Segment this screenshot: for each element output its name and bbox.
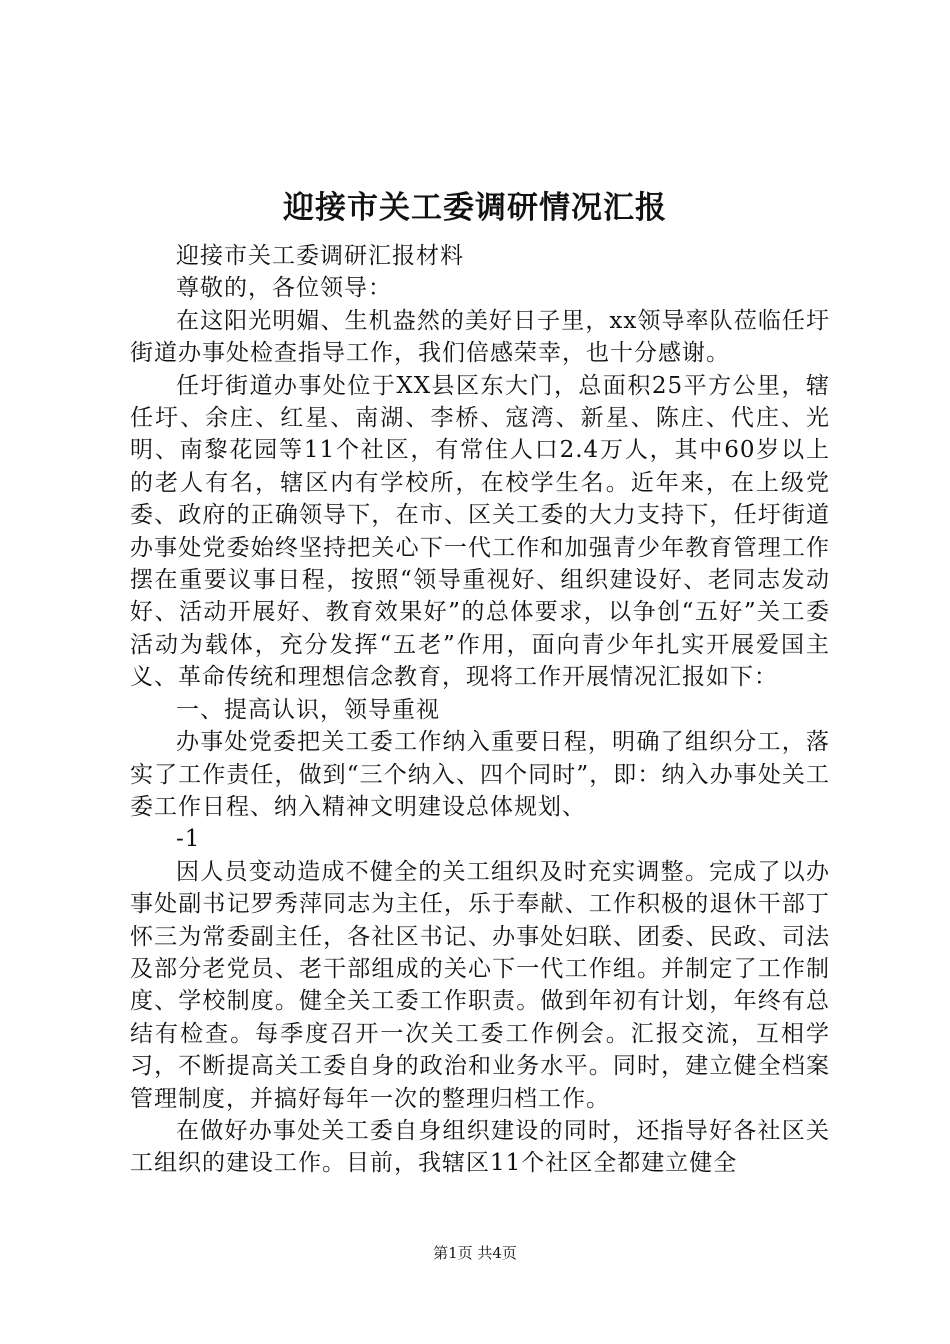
paragraph-subtitle: 迎接市关工委调研汇报材料: [176, 243, 464, 269]
document-title: 迎接市关工委调研情况汇报: [283, 190, 667, 226]
paragraph-organization: 因人员变动造成不健全的关工组织及时充实调整。完成了以办事处副书记罗秀萍同志为主任，乐于奉献、工作积极的退休干部丁怀三为常委副主任，各社区书记、办事处妇联、团委、民政、司法及部分老党员、老干部组成的关心下一代工作组。并制定了工作制度、学校制度。健全关工委工作职责。做到年初有计划，年终有总结有检查。每季度召开一次关工委工作例会。汇报交流，互相学习，不断提高关工委自身的政治和业务水平。同时，建立健全档案管理制度，并搞好每年一次的整理归档工作。: [130, 858, 830, 1112]
paragraph-community: 在做好办事处关工委自身组织建设的同时，还指导好各社区关工组织的建设工作。目前，我辖区11个社区全都建立健全: [130, 1117, 830, 1177]
section-heading-1: 一、提高认识，领导重视: [176, 696, 440, 723]
page-footer: 第1页 共4页: [433, 1244, 517, 1262]
paragraph-overview: 任圩街道办事处位于XX县区东大门，总面积25平方公里，辖任圩、余庄、红星、南湖、李桥、寇湾、新星、陈庄、代庄、光明、南黎花园等11个社区，有常住人口2.4万人，其中60岁以上的老人有名，辖区内有学校所，在校学生名。近年来，在上级党委、政府的正确领导下，在市、区关工委的大力支持下，任圩街道办事处党委始终坚持把关心下一代工作和加强青少年教育管理工作摆在重要议事日程，按照“领导重视好、组织建设好、老同志发动好、活动开展好、教育效果好”的总体要求，以争创“五好”关工委活动为载体，充分发挥“五老”作用，面向青少年扎实开展爱国主义、革命传统和理想信念教育，现将工作开展情况汇报如下：: [130, 372, 830, 691]
paragraph-salutation: 尊敬的，各位领导：: [176, 275, 392, 302]
paragraph-opening: 在这阳光明媚、生机盎然的美好日子里，xx领导率队莅临任圩街道办事处检查指导工作，我们倍感荣幸，也十分感谢。: [130, 307, 830, 367]
paragraph-section-1: 办事处党委把关工委工作纳入重要日程，明确了组织分工，落实了工作责任，做到“三个纳入、四个同时”，即：纳入办事处关工委工作日程、纳入精神文明建设总体规划、: [130, 729, 830, 820]
page-marker: -1: [176, 826, 201, 853]
document-body: [130, 240, 830, 1180]
